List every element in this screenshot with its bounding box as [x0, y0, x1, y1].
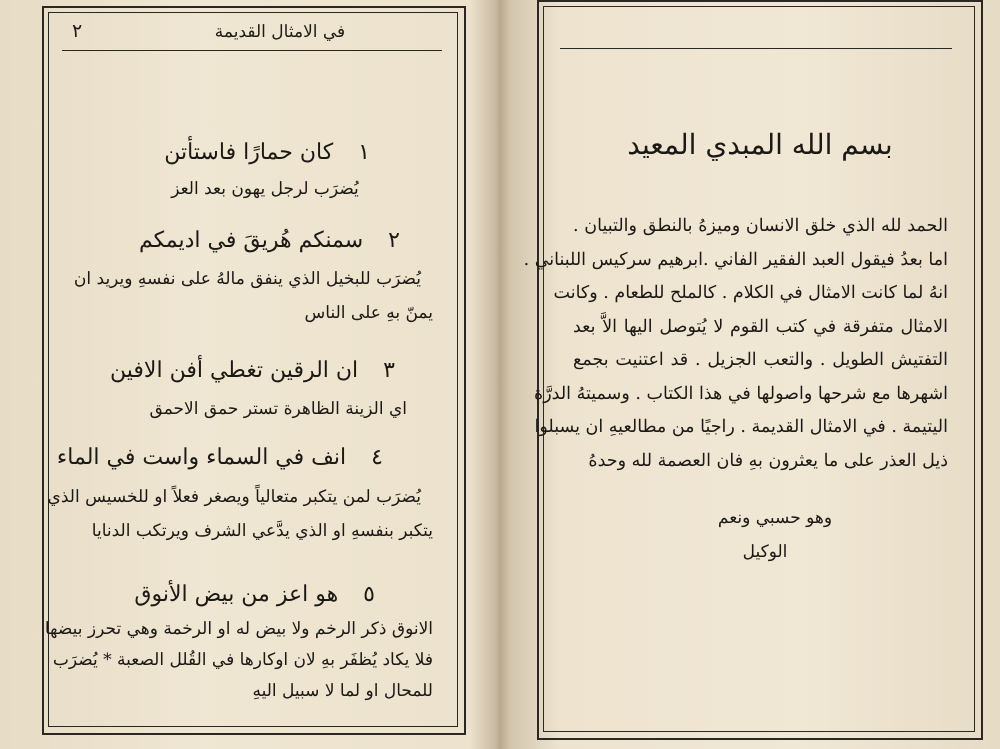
proverb-3	[110, 358, 395, 383]
proverb-number: ١	[358, 140, 370, 165]
left-page	[0, 0, 495, 749]
proverb-5	[134, 582, 375, 607]
explanation-line: للمحال او لما لا سبيل اليهِ	[252, 681, 433, 701]
proverb-4	[57, 445, 383, 470]
explanation-line: يُضرَب لرجل يهون بعد العز	[171, 179, 359, 199]
proverb-1-explanation	[95, 172, 435, 206]
proverb-number: ٤	[371, 445, 383, 470]
proverb-2-explanation	[55, 262, 433, 330]
proverb-5-explanation	[44, 614, 433, 707]
proverb-text: كان حمارًا فاستأتن	[164, 140, 334, 165]
proverb-number: ٥	[363, 582, 375, 607]
page-number: ٢	[72, 20, 83, 42]
running-head: في الامثال القديمة	[214, 22, 346, 42]
explanation-line: يتكبر بنفسهِ او الذي يدَّعي الشرف ويرتكب الدنايا	[91, 521, 433, 541]
explanation-line: فلا يكاد يُظفَر بهِ لان اوكارها في القُلل الصعبة * يُضرَب	[52, 650, 433, 670]
intro-line: انهُ لما كانت الامثال في الكلام . كالملح للطعام . وكانت	[553, 283, 948, 303]
proverb-3-explanation	[77, 392, 407, 426]
intro-line: اليتيمة . في الامثال القديمة . راجيًا من مطالعيهِ ان يسبلوا	[534, 417, 948, 437]
introduction-text	[523, 210, 948, 478]
closing-phrase: وهو حسبي ونعم	[717, 508, 833, 528]
proverb-4-explanation	[47, 480, 433, 548]
explanation-line: يمنّ بهِ على الناس	[304, 303, 433, 323]
intro-line: ذيل العذر على ما يعثرون بهِ فان العصمة لله وحدهُ	[588, 450, 948, 471]
explanation-line: يُضرَب للبخيل الذي ينفق مالهُ على نفسهِ ويريد ان	[73, 269, 421, 289]
proverb-text: ان الرقين تغطي أفن الافين	[110, 358, 359, 383]
proverb-number: ٢	[388, 228, 400, 253]
explanation-line: الانوق ذكر الرخم ولا بيض له او الرخمة وهي تحرز بيضها	[44, 619, 433, 639]
header-rule	[62, 50, 442, 51]
intro-line: التفتيش الطويل . والتعب الجزيل . قد اعتنيت بجمع	[573, 350, 948, 370]
page-title: بسم الله المبدي المعيد	[627, 128, 893, 161]
explanation-line: اي الزينة الظاهرة تستر حمق الاحمق	[149, 399, 407, 419]
signature: الوكيل	[742, 542, 788, 562]
proverb-number: ٣	[383, 358, 395, 383]
proverb-text: هو اعز من بيض الأنوق	[134, 582, 339, 607]
right-page	[505, 0, 1000, 749]
proverb-text: سمنكم هُريقَ في اديمكم	[139, 228, 364, 253]
intro-line: الحمد لله الذي خلق الانسان وميزهُ بالنطق والتبيان .	[573, 216, 948, 236]
intro-line: اشهرها مع شرحها واصولها في هذا الكتاب . وسميتهُ الدرَّة	[534, 383, 948, 404]
intro-line: اما بعدُ فيقول العبد الفقير الفاني .ابرهيم سركيس اللبناني .	[523, 249, 948, 270]
header-rule	[560, 48, 952, 49]
proverb-2	[139, 228, 400, 253]
explanation-line: يُضرَب لمن يتكبر متعالياً ويصغر فعلاً او للخسيس الذي	[47, 487, 421, 507]
proverb-text: انف في السماء واست في الماء	[56, 445, 347, 470]
intro-line: الامثال متفرقة في كتب القوم لا يُتوصل اليها الاَّ بعد	[573, 316, 948, 337]
proverb-1	[164, 140, 370, 165]
